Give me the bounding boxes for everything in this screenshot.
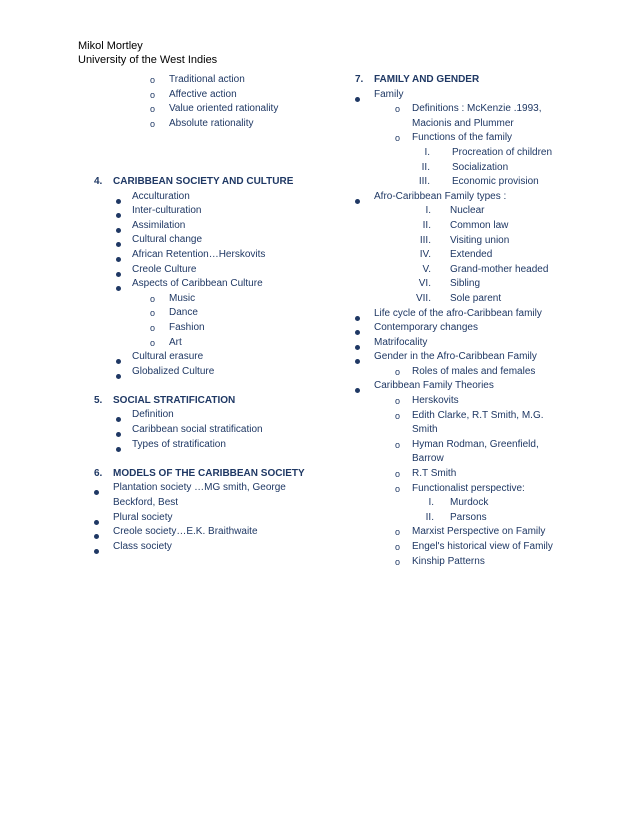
left-column	[80, 73, 320, 554]
list-item: VII. Sole parent	[415, 292, 502, 304]
section-heading: 7. FAMILY AND GENDER	[355, 74, 480, 85]
list-item: I. Nuclear	[425, 205, 485, 217]
institution-name: University of the West Indies	[78, 54, 218, 66]
list-item: Assimilation	[80, 219, 320, 234]
hollow-circle-icon: o	[150, 322, 156, 333]
list-item: VI. Sibling	[418, 278, 481, 290]
list-item: o Kinship Patterns	[340, 555, 570, 570]
hollow-circle-icon: o	[150, 104, 156, 115]
bullet-icon	[355, 345, 360, 350]
bullet-icon	[116, 447, 121, 452]
list-item: Inter-culturation	[80, 204, 320, 219]
list-item: Globalized Culture	[80, 365, 320, 380]
list-item: III. Economic provision	[418, 176, 539, 188]
list-item: o R.T Smith	[340, 467, 570, 482]
list-item: Cultural erasure	[80, 350, 320, 365]
hollow-circle-icon: o	[395, 556, 401, 567]
hollow-circle-icon: o	[150, 118, 156, 129]
bullet-icon	[94, 534, 99, 539]
list-item: o Hyman Rodman, Greenfield, Barrow	[395, 438, 539, 465]
list-item: Caribbean social stratification	[80, 423, 320, 438]
section-heading: 5. SOCIAL STRATIFICATION	[94, 394, 236, 406]
list-item: Plural society	[80, 511, 320, 526]
list-item: o Fashion	[80, 321, 320, 336]
list-item: Creole Culture	[80, 263, 320, 278]
list-item: o Traditional action	[80, 73, 320, 88]
list-item: IV. Extended	[419, 249, 493, 261]
list-item: o Functionalist perspective:	[340, 482, 570, 497]
bullet-icon	[116, 228, 121, 233]
hollow-circle-icon: o	[395, 469, 401, 480]
author-name: Mikol Mortley	[78, 40, 143, 52]
list-item: o Herskovits	[340, 394, 570, 409]
bullet-icon	[116, 359, 121, 364]
section-heading: 4. CARIBBEAN SOCIETY AND CULTURE	[94, 175, 294, 187]
list-item: Creole society…E.K. Braithwaite	[80, 525, 320, 540]
list-item: Cultural change	[80, 233, 320, 248]
hollow-circle-icon: o	[150, 308, 156, 319]
list-item: o Roles of males and females	[340, 365, 570, 380]
section-heading: 6. MODELS OF THE CARIBBEAN SOCIETY	[94, 467, 305, 479]
bullet-icon	[94, 490, 99, 495]
hollow-circle-icon: o	[150, 293, 156, 304]
bullet-icon	[94, 549, 99, 554]
list-item: Afro-Caribbean Family types :	[340, 190, 570, 205]
bullet-icon	[355, 199, 360, 204]
list-item: o Value oriented rationality	[80, 102, 320, 117]
hollow-circle-icon: o	[395, 410, 401, 421]
bullet-icon	[116, 213, 121, 218]
bullet-icon	[116, 417, 121, 422]
list-item: o Marxist Perspective on Family	[340, 525, 570, 540]
list-item: V. Grand-mother headed	[422, 263, 549, 275]
hollow-circle-icon: o	[150, 337, 156, 348]
list-item: II. Common law	[422, 219, 509, 231]
bullet-icon	[116, 286, 121, 291]
list-item: o Affective action	[80, 88, 320, 103]
bullet-icon	[355, 316, 360, 321]
list-item: o Definitions : McKenzie .1993, Macionis and Plummer	[395, 103, 542, 129]
bullet-icon	[116, 257, 121, 262]
list-item: Aspects of Caribbean Culture	[80, 277, 320, 292]
list-item: o Absolute rationality	[80, 117, 320, 132]
list-item: Family	[340, 88, 570, 103]
list-item: III. Visiting union	[419, 234, 510, 246]
bullet-icon	[116, 374, 121, 379]
list-item: Class society	[80, 540, 320, 555]
hollow-circle-icon: o	[395, 542, 401, 552]
hollow-circle-icon: o	[395, 439, 401, 450]
list-item: Gender in the Afro-Caribbean Family	[340, 350, 570, 365]
bullet-icon	[355, 330, 360, 335]
hollow-circle-icon: o	[395, 104, 401, 115]
bullet-icon	[355, 388, 360, 393]
list-item: Life cycle of the afro-Caribbean family	[340, 307, 570, 322]
bullet-icon	[116, 432, 121, 437]
bullet-icon	[355, 359, 360, 364]
hollow-circle-icon: o	[395, 133, 401, 144]
list-item: African Retention…Herskovits	[80, 248, 320, 263]
list-item: o Art	[80, 336, 320, 351]
list-item: Contemporary changes	[340, 321, 570, 336]
list-item: II. Socialization	[421, 161, 509, 173]
bullet-icon	[116, 242, 121, 247]
list-item: Acculturation	[80, 190, 320, 205]
list-item: o Dance	[80, 306, 320, 321]
list-item: Matrifocality	[340, 336, 570, 351]
list-item: o Edith Clarke, R.T Smith, M.G. Smith	[395, 409, 544, 436]
bullet-icon	[116, 199, 121, 204]
list-item: Definition	[80, 408, 320, 423]
right-column	[340, 73, 570, 569]
hollow-circle-icon: o	[150, 75, 156, 85]
hollow-circle-icon: o	[150, 89, 156, 100]
list-item: Plantation society …MG smith, George Beckford, Best	[80, 481, 293, 510]
bullet-icon	[94, 520, 99, 525]
bullet-icon	[355, 97, 360, 102]
list-item: Caribbean Family Theories	[340, 379, 570, 394]
list-item: II. Parsons	[425, 511, 487, 523]
list-item: o Music	[80, 292, 320, 307]
hollow-circle-icon: o	[395, 366, 401, 377]
list-item: I. Procreation of children	[424, 146, 553, 158]
list-item: o Functions of the family	[340, 131, 570, 146]
hollow-circle-icon: o	[395, 527, 401, 538]
list-item: Types of stratification	[80, 438, 320, 453]
hollow-circle-icon: o	[395, 483, 401, 494]
list-item: o Engel's historical view of Family	[340, 540, 570, 555]
list-item: I. Murdock	[428, 497, 489, 509]
hollow-circle-icon: o	[395, 396, 401, 407]
bullet-icon	[116, 272, 121, 277]
